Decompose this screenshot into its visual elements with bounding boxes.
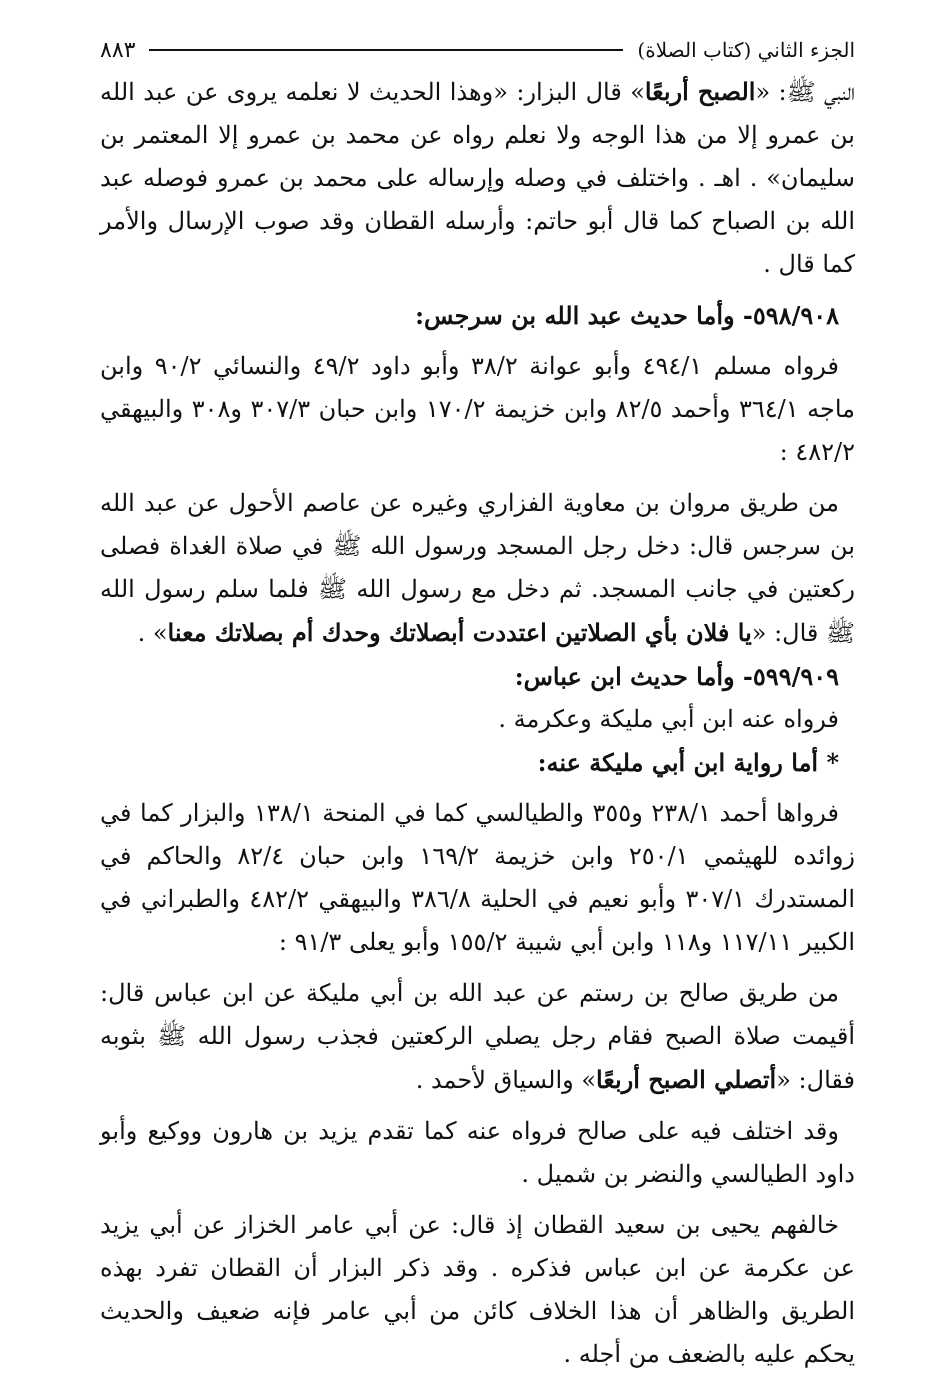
hadith-heading-908: ٥٩٨/٩٠٨- وأما حديث عبد الله بن سرجس:	[415, 301, 839, 330]
hadith-quote: أتصلي الصبح أربعًا	[596, 1065, 777, 1094]
subheading-ibn-abi-mulayka: * أما رواية ابن أبي مليكة عنه:	[537, 748, 839, 777]
page-number: ٨٨٣	[100, 37, 136, 63]
paragraph-isnad-909: من طريق صالح بن رستم عن عبد الله بن أبي مليكة عن ابن عباس قال: أقيمت صلاة الصبح فقام رجل يصلي الركعتين فجذب رسول الله ﷺ بثوبه فقال: «أتصلي الصبح أربعًا» والسياق لأحمد .	[100, 979, 855, 1094]
hadith-heading-909: ٥٩٩/٩٠٩- وأما حديث ابن عباس:	[514, 662, 839, 691]
paragraph-takhrij-908: فرواه مسلم ٤٩٤/١ وأبو عوانة ٣٨/٢ وأبو داود ٤٩/٢ والنسائي ٩٠/٢ وابن ماجه ٣٦٤/١ وأحمد ٨٢/٥ وابن خزيمة ١٧٠/٢ وابن حبان ٣٠٧/٣ و٣٠٨ والبيهقي ٤٨٢/٢ :	[100, 352, 855, 466]
paragraph-takhrij-909: فرواها أحمد ٢٣٨/١ و٣٥٥ والطيالسي كما في المنحة ١٣٨/١ والبزار كما في زوائده للهيثمي ٢٥٠/١ وابن خزيمة ١٦٩/٢ وابن حبان ٨٢/٤ والحاكم في المستدرك ٣٠٧/١ وأبو نعيم في الحلية ٣٨٦/٨ والبيهقي ٤٨٢/٢ والطبراني في الكبير ١١٧/١١ و١١٨ وابن أبي شيبة ١٥٥/٢ وأبو يعلى ٩١/٣ :	[100, 799, 856, 956]
running-title: الجزء الثاني (كتاب الصلاة)	[637, 38, 855, 62]
paragraph-ikhtilaf: وقد اختلف فيه على صالح فرواه عنه كما تقدم يزيد بن هارون ووكيع وأبو داود الطيالسي والنضر بن شميل .	[100, 1117, 855, 1188]
running-header	[100, 30, 855, 70]
paragraph-intro: النبي ﷺ: «الصبح أربعًا» قال البزار: «وهذا الحديث لا نعلمه يروى عن عبد الله بن عمرو إلا من هذا الوجه ولا نعلم رواه عن محمد بن عمرو إلا المعتمر بن سليمان» . اهـ . واختلف في وصله وإرساله على محمد بن عمرو فوصله عبد الله بن الصباح كما قال أبو حاتم: وأرسله القطان وقد صوب الإرسال والأمر كما قال .	[100, 77, 855, 278]
paragraph-conclusion: خالفهم يحيى بن سعيد القطان إذ قال: عن أبي عامر الخزاز عن أبي يزيد عن عكرمة عن ابن عباس فذكره . وقد ذكر البزار أن القطان تفرد بهذه الطريق والظاهر أن هذا الخلاف كائن من أبي عامر فإنه ضعيف والحديث يحكم عليه بالضعف من أجله .	[100, 1211, 855, 1368]
paragraph-narrators-909: فرواه عنه ابن أبي مليكة وعكرمة .	[498, 705, 839, 733]
paragraph-isnad-908: من طريق مروان بن معاوية الفزاري وغيره عن عاصم الأحول عن عبد الله بن سرجس قال: دخل رجل المسجد ورسول الله ﷺ في صلاة الغداة فصلى ركعتين في جانب المسجد. ثم دخل مع رسول الله ﷺ فلما سلم رسول الله ﷺ قال: «يا فلان بأي الصلاتين اعتددت أبصلاتك وحدك أم بصلاتك معنا» .	[100, 489, 855, 647]
hadith-quote: يا فلان بأي الصلاتين اعتددت أبصلاتك وحدك أم بصلاتك معنا	[167, 618, 752, 647]
hadith-quote: الصبح أربعًا	[644, 77, 756, 106]
header-rule	[149, 49, 623, 51]
